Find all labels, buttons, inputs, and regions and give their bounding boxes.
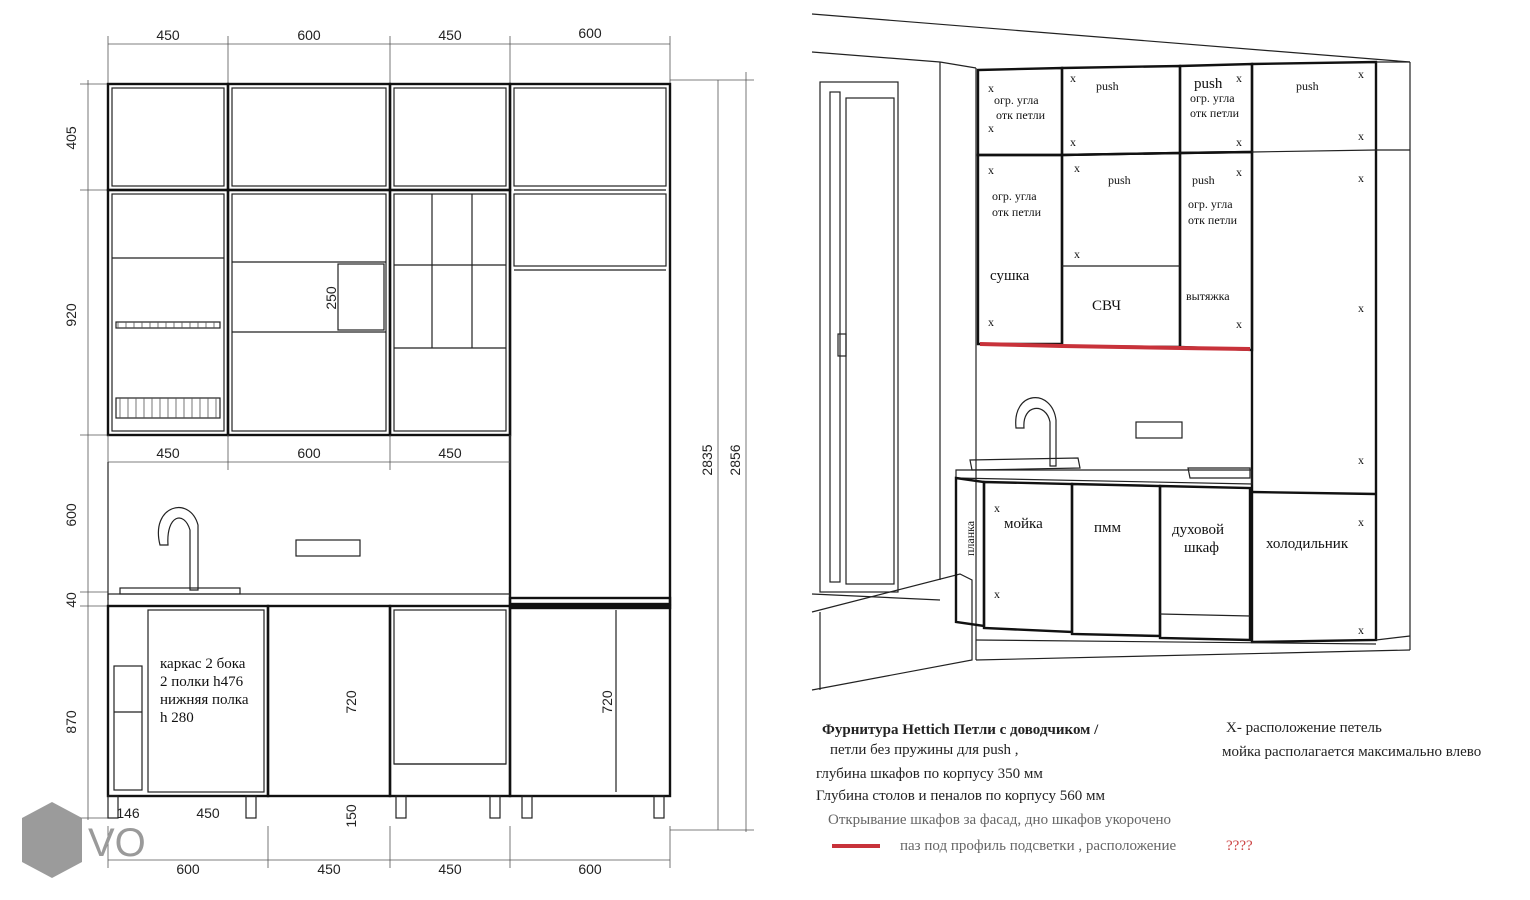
push-1: push xyxy=(1096,79,1119,93)
pmm-label: пмм xyxy=(1094,520,1122,536)
moyka-label: мойка xyxy=(1004,516,1043,532)
hinge-x-7: x xyxy=(1358,67,1364,81)
oven-label-1: духовой xyxy=(1172,522,1225,538)
carcass-line-2: 2 полки h476 xyxy=(160,674,244,690)
top-width-4: 600 xyxy=(578,25,602,41)
height-920: 920 xyxy=(63,303,79,327)
hinge-x-4: x xyxy=(1070,135,1076,149)
faucet-persp xyxy=(1016,398,1056,466)
window xyxy=(820,82,898,592)
hinge-x-1: x xyxy=(988,81,994,95)
height-405: 405 xyxy=(63,126,79,150)
plinth-146: 146 xyxy=(116,805,140,821)
note-line-6: паз под профиль подсветки , расположение xyxy=(900,838,1177,854)
hinge-x-19: x xyxy=(994,587,1000,601)
corner-2a: огр. угла xyxy=(1190,91,1235,105)
corner-4a: огр. угла xyxy=(1188,197,1233,211)
note-line-4: Глубина столов и пеналов по корпусу 560 мм xyxy=(816,788,1105,804)
height-2856: 2856 xyxy=(727,444,743,476)
hinge-x-21: x xyxy=(1358,623,1364,637)
height-870: 870 xyxy=(63,710,79,734)
note-line-5: Открывание шкафов за фасад, дно шкафов укорочено xyxy=(828,812,1172,828)
socket-persp xyxy=(1136,422,1182,438)
legend-line-1: X- расположение петель xyxy=(1226,720,1382,736)
carcass-line-1: каркас 2 бока xyxy=(160,656,246,672)
hinge-x-11: x xyxy=(1074,161,1080,175)
push-4: push xyxy=(1108,173,1131,187)
hinge-x-18: x xyxy=(994,501,1000,515)
hinge-x-6: x xyxy=(1236,135,1242,149)
top-width-1: 450 xyxy=(156,27,180,43)
logo-text: VO xyxy=(88,821,146,865)
hinge-x-20: x xyxy=(1358,515,1364,529)
carcass-line-4: h 280 xyxy=(160,710,194,726)
hinge-x-14: x xyxy=(1236,317,1242,331)
corner-3b: отк петли xyxy=(992,205,1042,219)
push-5: push xyxy=(1192,173,1215,187)
note-line-1: Фурнитура Hettich Петли с доводчиком / xyxy=(822,722,1099,738)
bottom-width-3: 450 xyxy=(438,861,462,877)
dish-rack-upper xyxy=(116,322,220,328)
inner-720-b: 720 xyxy=(599,690,615,714)
push-2: push xyxy=(1194,76,1223,92)
bottom-width-4: 600 xyxy=(578,861,602,877)
push-3: push xyxy=(1296,79,1319,93)
note-line-6-q: ???? xyxy=(1226,838,1253,854)
carcass-line-3: нижняя полка xyxy=(160,692,249,708)
hinge-x-5: x xyxy=(1236,71,1242,85)
hinge-x-3: x xyxy=(1070,71,1076,85)
corner-4b: отк петли xyxy=(1188,213,1238,227)
corner-2b: отк петли xyxy=(1190,106,1240,120)
plinth-150: 150 xyxy=(343,804,359,828)
top-width-2: 600 xyxy=(297,27,321,43)
inner-720-a: 720 xyxy=(343,690,359,714)
mid-width-3: 450 xyxy=(438,445,462,461)
corner-3a: огр. угла xyxy=(992,189,1037,203)
height-600: 600 xyxy=(63,503,79,527)
sushka-label: сушка xyxy=(990,268,1030,284)
backlight-profile xyxy=(980,344,1250,349)
fridge-label: холодильник xyxy=(1266,536,1349,552)
mid-width-2: 600 xyxy=(297,445,321,461)
notes xyxy=(816,720,1481,854)
note-line-3: глубина шкафов по корпусу 350 мм xyxy=(816,766,1043,782)
corner-1b: отк петли xyxy=(996,108,1046,122)
perspective-view xyxy=(812,14,1410,690)
legend-line-2: мойка располагается максимально влево xyxy=(1222,744,1482,760)
mid-width-1: 450 xyxy=(156,445,180,461)
hinge-x-16: x xyxy=(1358,301,1364,315)
top-width-3: 450 xyxy=(438,27,462,43)
hinge-x-10: x xyxy=(988,315,994,329)
front-elevation xyxy=(63,25,754,877)
note-line-2: петли без пружины для push , xyxy=(830,742,1019,758)
oven-label-2: шкаф xyxy=(1184,540,1219,556)
hinge-x-12: x xyxy=(1074,247,1080,261)
hinge-x-13: x xyxy=(1236,165,1242,179)
corner-1a: огр. угла xyxy=(994,93,1039,107)
socket-front xyxy=(296,540,360,556)
svch-label: СВЧ xyxy=(1092,298,1122,314)
hinge-x-8: x xyxy=(1358,129,1364,143)
height-40: 40 xyxy=(63,592,79,608)
bottom-width-1: 600 xyxy=(176,861,200,877)
plinth-450: 450 xyxy=(196,805,220,821)
faucet-front xyxy=(158,508,198,590)
hinge-x-15: x xyxy=(1358,171,1364,185)
hinge-x-2: x xyxy=(988,121,994,135)
bottom-width-2: 450 xyxy=(317,861,341,877)
inner-250: 250 xyxy=(323,286,339,310)
planka-label: планка xyxy=(963,520,977,556)
hinge-x-17: x xyxy=(1358,453,1364,467)
height-2835: 2835 xyxy=(699,444,715,476)
hinge-x-9: x xyxy=(988,163,994,177)
vytyazhka-label: вытяжка xyxy=(1186,289,1230,303)
